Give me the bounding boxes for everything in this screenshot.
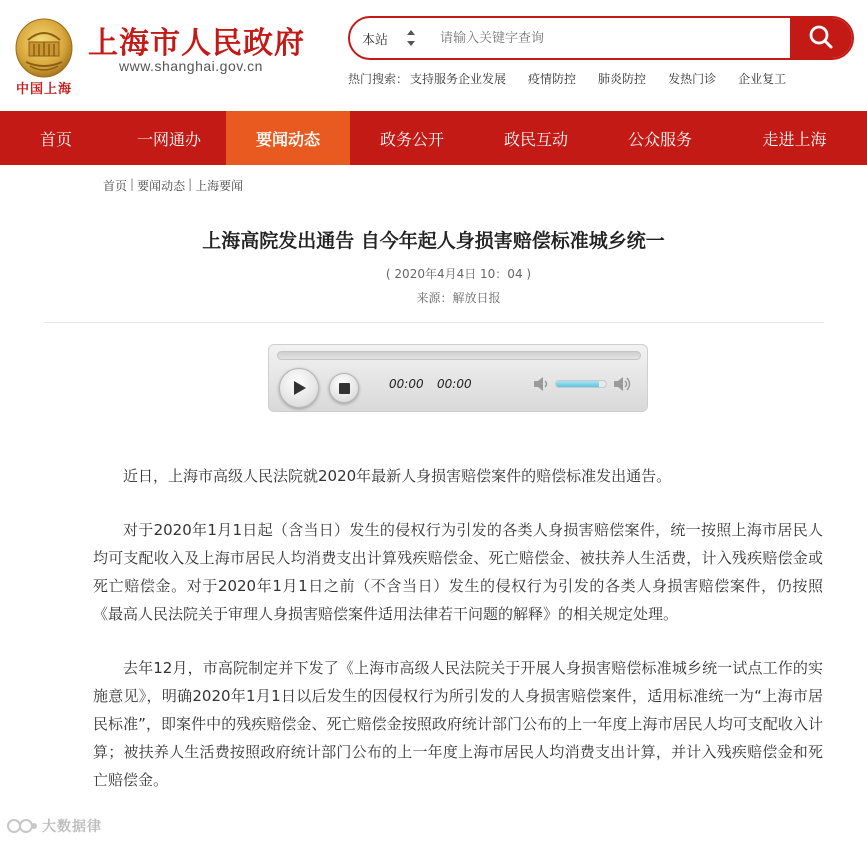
volume-slider[interactable] bbox=[555, 380, 607, 388]
total-time: 00:00 bbox=[437, 377, 472, 391]
hot-search-link[interactable]: 企业复工 bbox=[738, 72, 787, 86]
watermark-text: 大数据律 bbox=[42, 819, 102, 835]
divider bbox=[44, 322, 824, 323]
volume-mute-icon[interactable] bbox=[533, 376, 551, 396]
breadcrumb-item[interactable]: 上海要闻 bbox=[195, 179, 244, 193]
nav-item-interaction[interactable]: 政民互动 bbox=[503, 129, 568, 149]
article-body bbox=[93, 462, 823, 820]
audio-player bbox=[268, 344, 648, 412]
site-url: www.shanghai.gov.cn bbox=[119, 58, 263, 74]
search-button[interactable] bbox=[790, 18, 852, 58]
play-button[interactable] bbox=[279, 368, 319, 408]
nav-item-news[interactable]: 要闻动态 bbox=[226, 111, 350, 165]
article-paragraph: 对于2020年1月1日起（含当日）发生的侵权行为引发的各类人身损害赔偿案件，统一按照上海市居民人均可支配收入及上海市居民人均消费支出计算残疾赔偿金、死亡赔偿金、被扶养人生活费，计入残疾赔偿金或死亡赔偿金。对于2020年1月1日之前（不含当日）发生的侵权行为引发的各类人身损害赔偿案件，仍按照《最高人民法院关于审理人身损害赔偿案件适用法律若干问题的解释》的相关规定处理。 bbox=[93, 521, 823, 623]
hot-search-label: 热门搜索： bbox=[348, 72, 409, 86]
audio-progress-bar[interactable] bbox=[277, 351, 641, 360]
hot-search-link[interactable]: 肺炎防控 bbox=[598, 72, 647, 86]
hot-search bbox=[348, 70, 808, 87]
nav-item-one-stop-service[interactable]: 一网通办 bbox=[136, 129, 201, 149]
search-box bbox=[348, 16, 854, 60]
nav-item-government-affairs[interactable]: 政务公开 bbox=[379, 129, 444, 149]
logo-caption: 中国上海 bbox=[16, 82, 73, 97]
volume-max-icon[interactable] bbox=[613, 375, 633, 397]
hot-search-link[interactable]: 发热门诊 bbox=[668, 72, 717, 86]
article-source: 来源：解放日报 bbox=[416, 291, 501, 305]
hot-search-link[interactable]: 支持服务企业发展 bbox=[410, 72, 507, 86]
watermark-logo-icon bbox=[6, 816, 38, 836]
stop-button[interactable] bbox=[329, 373, 359, 403]
hot-search-link[interactable]: 疫情防控 bbox=[528, 72, 577, 86]
nav-item-public-services[interactable]: 公众服务 bbox=[627, 129, 692, 149]
site-title[interactable]: 上海市人民政府 bbox=[88, 26, 305, 61]
nav-item-home[interactable]: 首页 bbox=[39, 129, 72, 149]
search-scope-select[interactable]: 本站 bbox=[362, 33, 389, 48]
watermark bbox=[6, 816, 102, 836]
nav-item-about-shanghai[interactable]: 走进上海 bbox=[762, 129, 827, 149]
breadcrumb bbox=[103, 177, 243, 194]
site-header bbox=[0, 0, 867, 111]
breadcrumb-item[interactable]: 首页 bbox=[103, 179, 128, 193]
stop-icon bbox=[339, 383, 350, 394]
current-time: 00:00 bbox=[389, 377, 424, 391]
search-icon bbox=[808, 24, 834, 53]
search-input[interactable] bbox=[440, 26, 780, 50]
updown-arrows-icon[interactable] bbox=[406, 25, 416, 51]
article-title: 上海高院发出通告 自今年起人身损害赔偿标准城乡统一 bbox=[202, 230, 665, 252]
article-paragraph: 近日，上海市高级人民法院就2020年最新人身损害赔偿案件的赔偿标准发出通告。 bbox=[123, 467, 672, 485]
breadcrumb-separator: | bbox=[188, 177, 193, 191]
volume-level bbox=[556, 381, 599, 387]
article-date: ( 2020年4月4日 10：04 ) bbox=[385, 267, 532, 281]
main-nav bbox=[0, 111, 867, 165]
play-icon bbox=[293, 380, 307, 396]
shanghai-emblem-logo[interactable] bbox=[14, 18, 74, 80]
breadcrumb-separator: | bbox=[130, 177, 135, 191]
article-paragraph: 去年12月，市高院制定并下发了《上海市高级人民法院关于开展人身损害赔偿标准城乡统一试点工作的实施意见》，明确2020年1月1日以后发生的因侵权行为所引发的人身损害赔偿案件，适用标准统一为“上海市居民标准”，即案件中的残疾赔偿金、死亡赔偿金按照政府统计部门公布的上一年度上海市居民人均可支配收入计算；被扶养人生活费按照政府统计部门公布的上一年度上海市居民人均消费支出计算，并计入残疾赔偿金和死亡赔偿金。 bbox=[93, 659, 823, 789]
breadcrumb-item[interactable]: 要闻动态 bbox=[137, 179, 186, 193]
